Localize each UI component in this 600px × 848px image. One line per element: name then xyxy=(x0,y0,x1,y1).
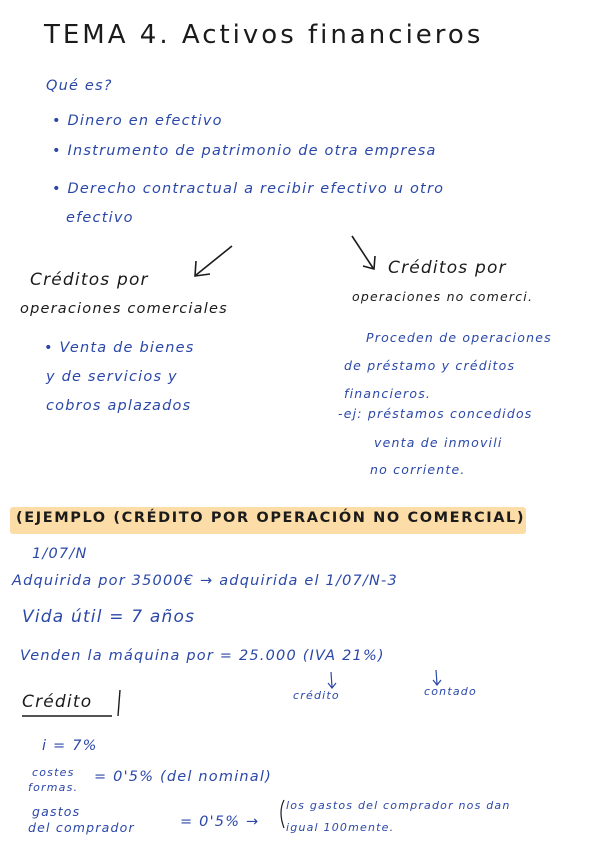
right-branch-text: Proceden de operaciones xyxy=(366,330,552,345)
example-banner: (EJEMPLO (CRÉDITO POR OPERACIÓN NO COMERCIAL) xyxy=(16,510,526,526)
left-branch-heading: operaciones comerciales xyxy=(20,301,228,317)
bracket xyxy=(281,800,284,828)
expenses-label: gastos xyxy=(32,804,81,819)
right-branch-text: -ej: préstamos concedidos xyxy=(338,406,533,421)
right-branch-text: financieros. xyxy=(344,386,432,401)
expenses-note: los gastos del comprador nos dan xyxy=(286,799,511,812)
expenses-label: del comprador xyxy=(28,820,135,835)
definition-item: • Derecho contractual a recibir efectivo u otro xyxy=(52,181,445,197)
left-branch-text: • Venta de bienes xyxy=(44,340,195,356)
expenses-value: = 0'5% → xyxy=(180,814,260,830)
left-branch-text: cobros aplazados xyxy=(46,398,192,414)
left-branch-text: y de servicios y xyxy=(46,369,178,385)
costs-value: = 0'5% (del nominal) xyxy=(94,769,272,785)
example-line: Venden la máquina por = 25.000 (IVA 21%) xyxy=(20,648,385,664)
right-branch-text: venta de inmovili xyxy=(374,435,503,450)
example-line: Vida útil = 7 años xyxy=(22,607,196,627)
definition-item: efectivo xyxy=(66,210,134,226)
page-title: TEMA 4. Activos financieros xyxy=(44,20,484,50)
costs-label: formas. xyxy=(28,781,79,794)
credit-heading: Crédito xyxy=(22,692,93,712)
right-branch-heading: operaciones no comerci. xyxy=(352,289,534,304)
arrow-label-cash: contado xyxy=(424,685,477,698)
arrow-down-right-icon xyxy=(352,236,373,268)
example-date: 1/07/N xyxy=(32,546,88,562)
rate-value: i = 7% xyxy=(42,738,98,754)
arrow-down-icon xyxy=(331,672,332,687)
expenses-note: igual 100mente. xyxy=(286,821,395,834)
right-branch-text: de préstamo y créditos xyxy=(344,358,516,373)
question-label: Qué es? xyxy=(46,78,113,94)
definition-item: • Instrumento de patrimonio de otra empresa xyxy=(52,143,437,159)
arrow-down-icon xyxy=(436,670,437,684)
costs-label: costes xyxy=(32,766,75,779)
arrow-down-left-icon xyxy=(196,246,232,275)
right-branch-text: no corriente. xyxy=(370,462,466,477)
arrow-label-credit: crédito xyxy=(293,689,340,702)
definition-item: • Dinero en efectivo xyxy=(52,113,223,129)
right-branch-heading: Créditos por xyxy=(388,258,507,278)
example-line: Adquirida por 35000€ → adquirida el 1/07/N-3 xyxy=(12,573,398,589)
left-branch-heading: Créditos por xyxy=(30,270,149,290)
